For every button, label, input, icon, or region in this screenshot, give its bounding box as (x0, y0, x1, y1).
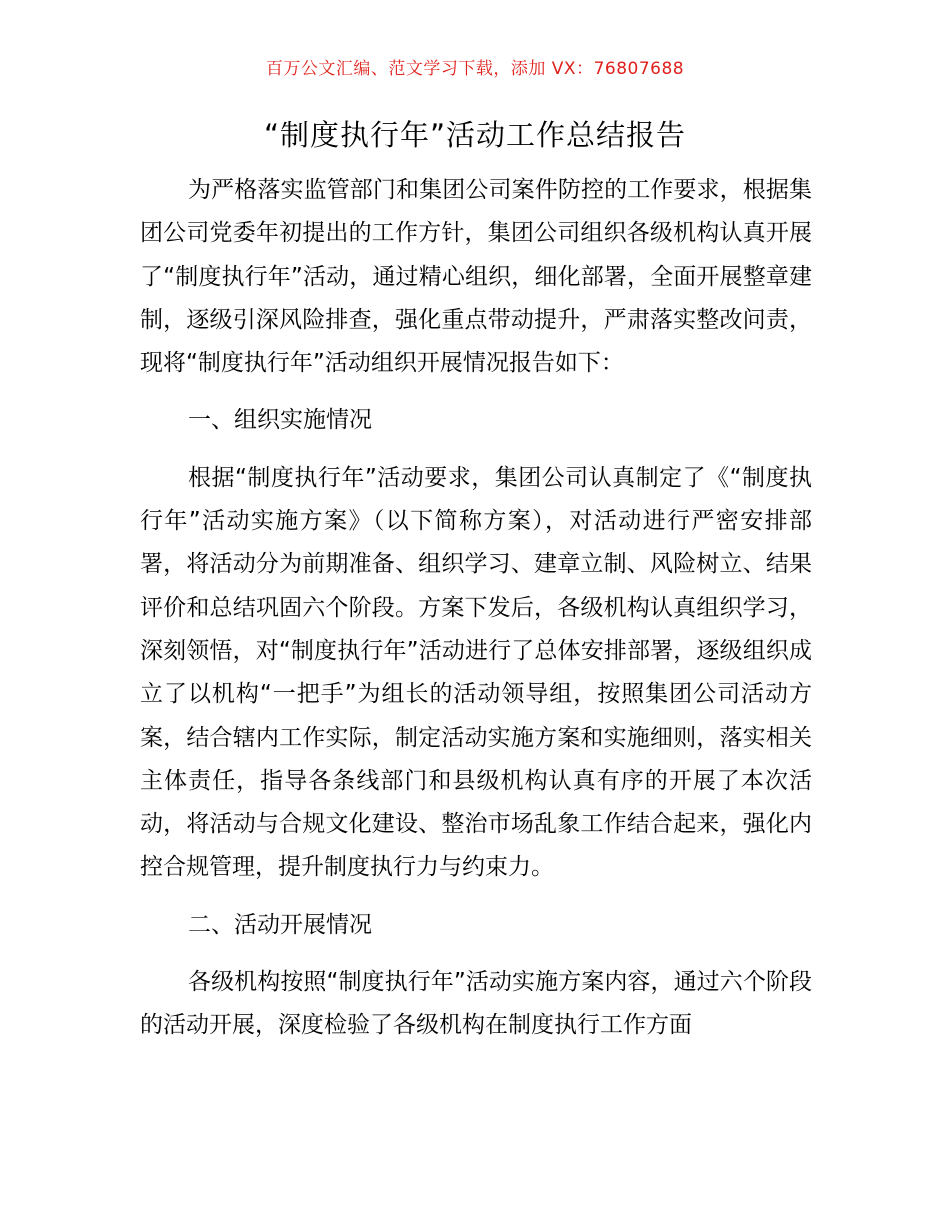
document-body (140, 169, 812, 1062)
intro-paragraph: 为严格落实监管部门和集团公司案件防控的工作要求，根据集团公司党委年初提出的工作方针，集团公司组织各级机构认真开展了“制度执行年”活动，通过精心组织，细化部署，全面开展整章建制，逐级引深风险排查，强化重点带动提升，严肃落实整改问责，现将“制度执行年”活动组织开展情况报告如下： (140, 177, 812, 377)
section-2-heading: 二、活动开展情况 (188, 911, 372, 938)
document-title: “制度执行年”活动工作总结报告 (263, 118, 687, 152)
section-1-paragraph: 根据“制度执行年”活动要求，集团公司认真制定了《“制度执行年”活动实施方案》（以下简称方案），对活动进行严密安排部署，将活动分为前期准备、组织学习、建章立制、风险树立、结果评价和总结巩固六个阶段。方案下发后，各级机构认真组织学习，深刻领悟，对“制度执行年”活动进行了总体安排部署，逐级组织成立了以机构“一把手”为组长的活动领导组，按照集团公司活动方案，结合辖内工作实际，制定活动实施方案和实施细则，落实相关主体责任，指导各条线部门和县级机构认真有序的开展了本次活动，将活动与合规文化建设、整治市场乱象工作结合起来，强化内控合规管理，提升制度执行力与约束力。 (140, 464, 812, 881)
section-2-paragraph: 各级机构按照“制度执行年”活动实施方案内容，通过六个阶段的活动开展，深度检验了各级机构在制度执行工作方面 (140, 969, 812, 1039)
section-1-heading: 一、组织实施情况 (188, 407, 372, 434)
header-watermark: 百万公文汇编、范文学习下载，添加 VX：76807688 (265, 59, 685, 79)
